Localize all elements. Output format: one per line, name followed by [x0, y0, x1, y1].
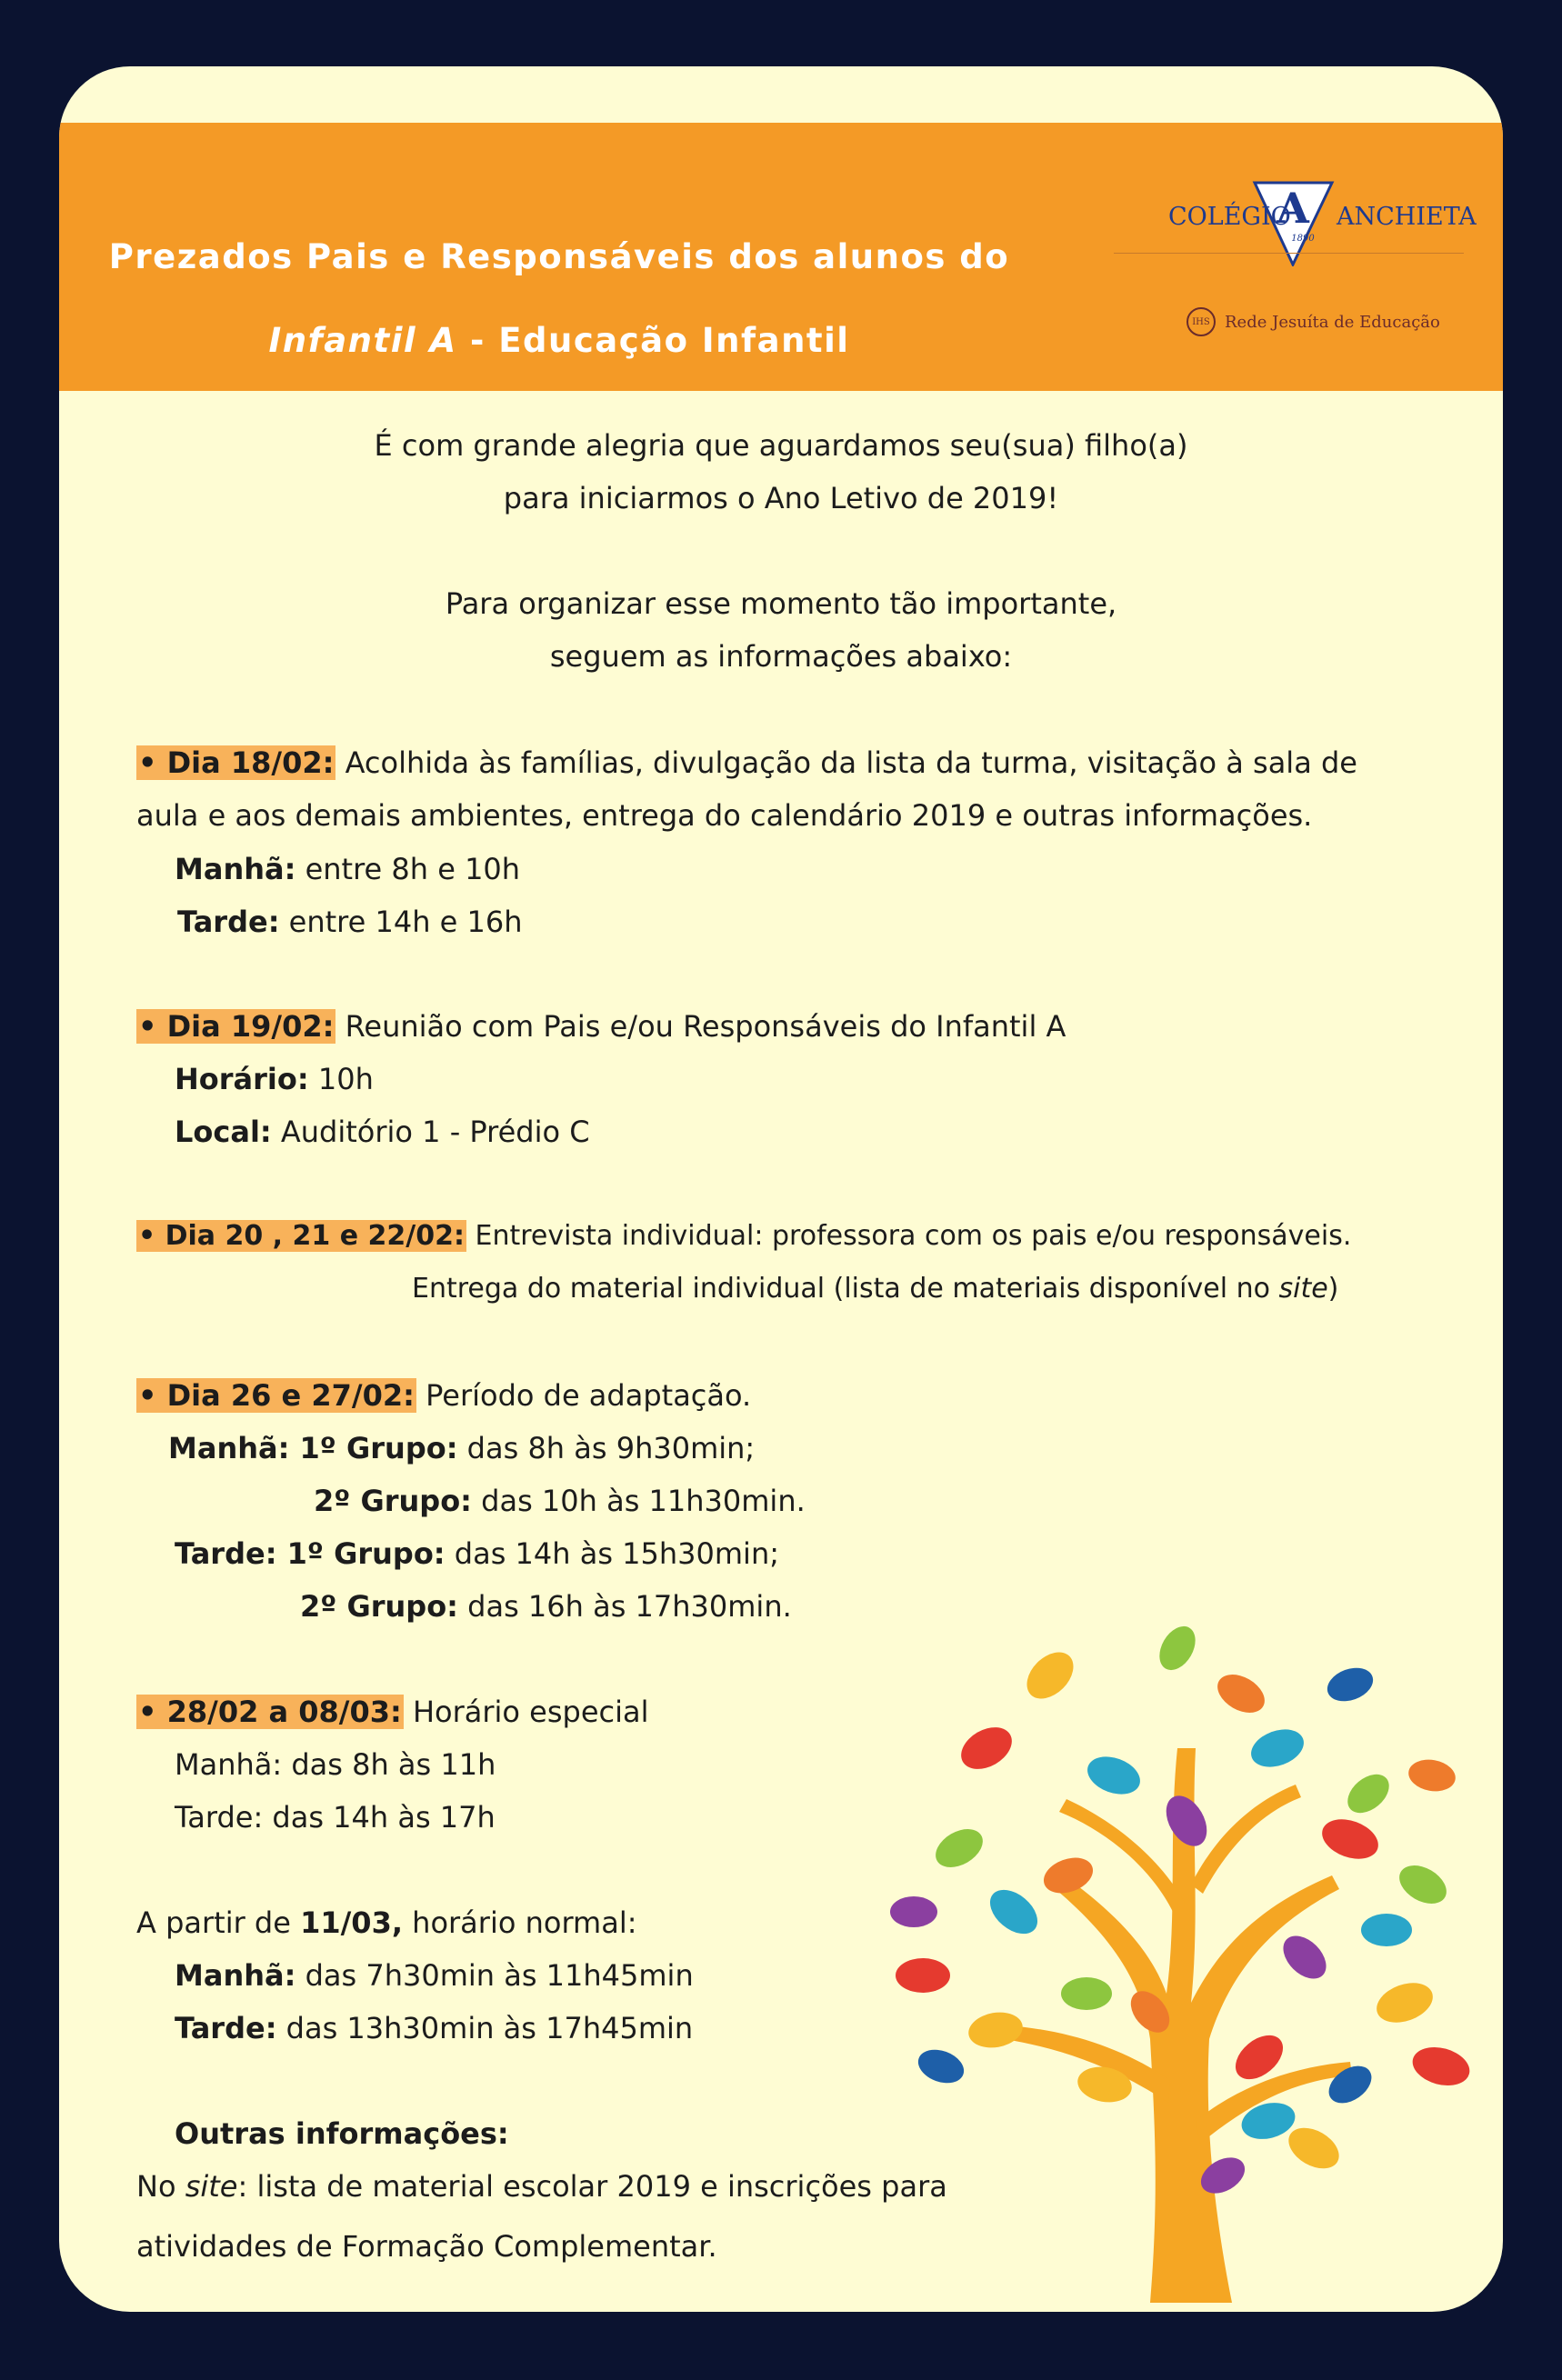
day4-morning-g1-text: das 8h às 9h30min;	[457, 1431, 756, 1465]
day2-text: Reunião com Pais e/ou Responsáveis do Infantil A	[335, 1009, 1066, 1044]
day4-afternoon-g2-text: das 16h às 17h30min.	[457, 1589, 792, 1624]
day3-line2-close: )	[1327, 1273, 1339, 1305]
network-name: Rede Jesuíta de Educação	[1225, 312, 1440, 332]
normal-intro-date: 11/03,	[300, 1905, 403, 1940]
day3-heading	[136, 1220, 1351, 1252]
day3-line2	[412, 1273, 1338, 1305]
day1-text-line2: aula e aos demais ambientes, entrega do calendário 2019 e outras informações.	[136, 798, 1313, 833]
day1-afternoon-label: Tarde:	[177, 905, 280, 939]
day2-time-label: Horário:	[175, 1062, 309, 1096]
day1-text: Acolhida às famílias, divulgação da lista da turma, visitação à sala de	[335, 745, 1357, 780]
other-site-word: site	[185, 2169, 238, 2204]
header-class-name: Infantil A	[268, 321, 457, 360]
header-title-line1: Prezados Pais e Responsáveis dos alunos do	[108, 237, 1010, 276]
normal-morning-text: das 7h30min às 11h45min	[295, 1958, 694, 1993]
day4-morning-g1	[168, 1431, 755, 1465]
normal-intro	[136, 1905, 636, 1940]
day4-morning-label: Manhã: 1º Grupo:	[168, 1431, 458, 1465]
normal-afternoon-text: das 13h30min às 17h45min	[276, 2011, 694, 2045]
logo-letter: A	[1277, 184, 1309, 233]
normal-intro-text: A partir de	[136, 1905, 301, 1940]
day2-place-text: Auditório 1 - Prédio C	[271, 1115, 590, 1149]
day5-heading	[136, 1695, 648, 1729]
normal-intro-rest: horário normal:	[402, 1905, 637, 1940]
day5-morning: Manhã: das 8h às 11h	[175, 1747, 496, 1782]
day4-afternoon-label: Tarde: 1º Grupo:	[175, 1536, 446, 1571]
intro-line3: Para organizar esse momento tão importante,	[445, 586, 1117, 621]
day4-morning-g2	[314, 1484, 806, 1518]
day1-afternoon	[177, 905, 523, 939]
day4-afternoon-g1	[175, 1536, 779, 1571]
day5-label: • 28/02 a 08/03:	[138, 1695, 402, 1729]
day1-morning-text: entre 8h e 10h	[295, 852, 521, 886]
day4-heading	[136, 1378, 751, 1413]
day2-label: • Dia 19/02:	[138, 1009, 335, 1044]
header-title-rest: - Educação Infantil	[456, 321, 850, 360]
day3-label: • Dia 20 , 21 e 22/02:	[138, 1220, 465, 1252]
day4-text: Período de adaptação.	[416, 1378, 752, 1413]
logo-text-anchieta: ANCHIETA	[1337, 203, 1477, 231]
day1-afternoon-text: entre 14h e 16h	[279, 905, 523, 939]
day5-text: Horário especial	[403, 1695, 649, 1729]
intro-line2: para iniciarmos o Ano Letivo de 2019!	[503, 481, 1059, 515]
day2-time	[175, 1062, 374, 1096]
intro-line1: É com grande alegria que aguardamos seu(sua) filho(a)	[374, 428, 1188, 463]
other-line1-text: No	[136, 2169, 185, 2204]
day1-morning	[175, 852, 520, 886]
other-info-line1	[136, 2169, 947, 2204]
other-info-title: Outras informações:	[175, 2116, 509, 2151]
day4-label: • Dia 26 e 27/02:	[138, 1378, 415, 1413]
flyer-content	[59, 66, 1503, 2312]
day4-morning-g2-text: das 10h às 11h30min.	[471, 1484, 806, 1518]
intro-line4: seguem as informações abaixo:	[549, 639, 1013, 674]
ihs-seal-icon: IHS	[1187, 307, 1216, 336]
other-line1-rest: : lista de material escolar 2019 e inscrições para	[237, 2169, 947, 2204]
logo-text-colegio: COLÉGIO	[1168, 203, 1291, 231]
hand-tree-illustration	[877, 1612, 1503, 2303]
normal-afternoon	[175, 2011, 693, 2045]
day4-afternoon-g2	[300, 1589, 792, 1624]
day5-afternoon: Tarde: das 14h às 17h	[175, 1800, 496, 1835]
day4-morning-g2-label: 2º Grupo:	[314, 1484, 472, 1518]
day4-afternoon-g1-text: das 14h às 15h30min;	[445, 1536, 779, 1571]
normal-afternoon-label: Tarde:	[175, 2011, 277, 2045]
day1-label: • Dia 18/02:	[138, 745, 335, 780]
flyer-card	[59, 66, 1503, 2312]
day3-line2-text: Entrega do material individual (lista de materiais disponível no	[412, 1273, 1279, 1305]
logo-year: 1890	[1291, 234, 1315, 244]
day3-text: Entrevista individual: professora com os pais e/ou responsáveis.	[466, 1220, 1352, 1252]
day1-heading	[136, 745, 1357, 780]
day1-morning-label: Manhã:	[175, 852, 296, 886]
day4-afternoon-g2-label: 2º Grupo:	[300, 1589, 458, 1624]
day2-place	[175, 1115, 590, 1149]
normal-morning-label: Manhã:	[175, 1958, 296, 1993]
other-info-line2: atividades de Formação Complementar.	[136, 2229, 717, 2264]
day3-site-word: site	[1278, 1273, 1328, 1305]
day2-place-label: Local:	[175, 1115, 272, 1149]
day2-time-text: 10h	[308, 1062, 374, 1096]
normal-morning	[175, 1958, 694, 1993]
day2-heading	[136, 1009, 1066, 1044]
